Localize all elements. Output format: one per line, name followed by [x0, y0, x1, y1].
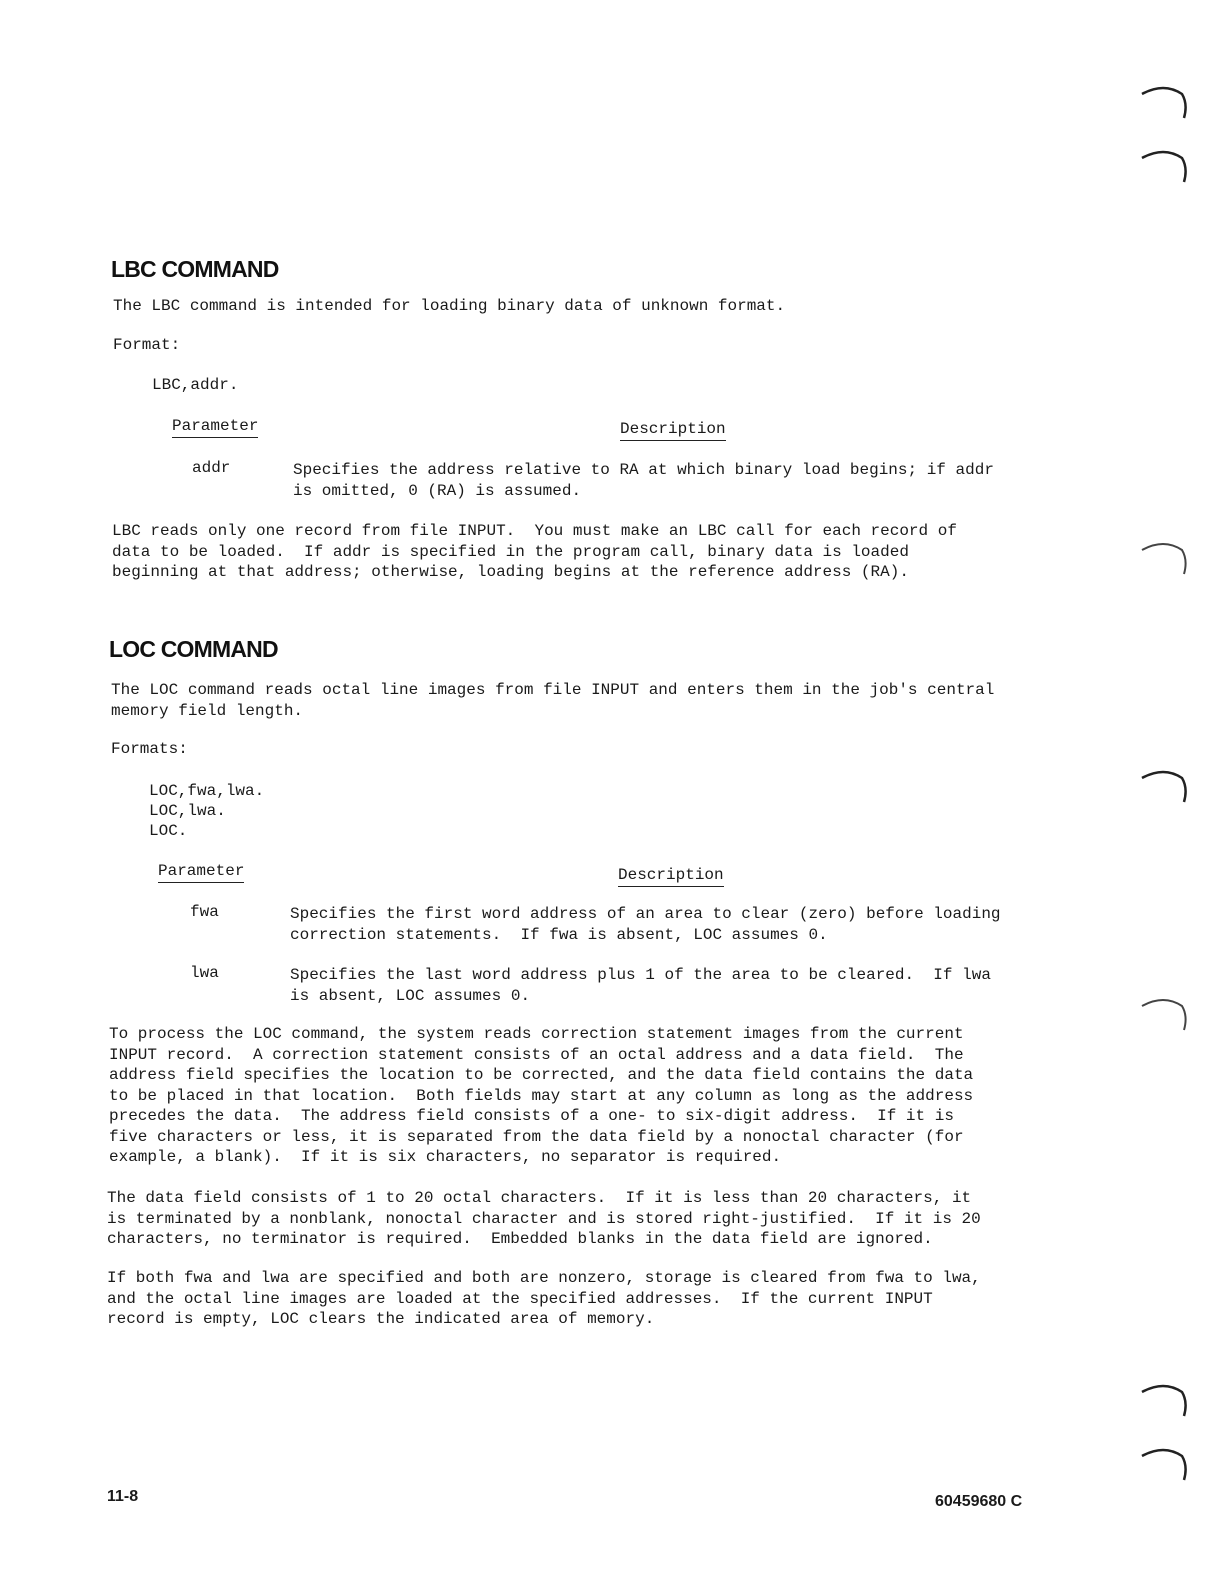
- binder-hole-mark: [1140, 538, 1190, 582]
- lbc-body: LBC reads only one record from file INPUT. You must make an LBC call for each record of data to be loaded. If addr is specified in the program call, binary data is loaded beginning at that address; otherwise, loading begins at the reference address (RA).: [112, 522, 957, 581]
- loc-format-syntax: LOC,fwa,lwa.: [149, 782, 265, 800]
- loc-description-header: Description: [618, 865, 724, 887]
- lbc-intro: The LBC command is intended for loading binary data of unknown format.: [113, 297, 786, 315]
- param-name-lwa: lwa: [190, 964, 219, 982]
- param-desc-addr: Specifies the address relative to RA at which binary load begins; if addr is omitted, 0 (RA) is assumed.: [293, 461, 994, 500]
- loc-format-syntax: LOC,lwa.: [149, 802, 226, 820]
- param-desc-lwa: Specifies the last word address plus 1 of the area to be cleared. If lwa is absent, LOC assumes 0.: [290, 966, 991, 1005]
- param-name-fwa: fwa: [190, 903, 219, 921]
- lbc-parameter-header: Parameter: [172, 416, 258, 438]
- page-number: 11-8: [107, 1488, 139, 1505]
- binder-hole-mark: [1140, 766, 1190, 810]
- lbc-format-syntax: LBC,addr.: [152, 376, 239, 394]
- binder-hole-mark: [1140, 1444, 1190, 1488]
- document-number: 60459680 C: [935, 1493, 1023, 1510]
- param-desc-fwa: Specifies the first word address of an area to clear (zero) before loading correction statements. If fwa is absent, LOC assumes 0.: [290, 905, 1001, 944]
- loc-intro: The LOC command reads octal line images from file INPUT and enters them in the job's central memory field length.: [111, 681, 995, 720]
- binder-hole-mark: [1140, 146, 1190, 190]
- lbc-format-label: Format:: [113, 336, 181, 354]
- loc-paragraph: If both fwa and lwa are specified and both are nonzero, storage is cleared from fwa to lwa, and the octal line images are loaded at the specified addresses. If the current INPUT record is empty, LOC clears the indicated area of memory.: [107, 1269, 981, 1328]
- lbc-description-header: Description: [620, 419, 726, 441]
- loc-paragraph: The data field consists of 1 to 20 octal characters. If it is less than 20 characters, it is terminated by a nonblank, nonoctal character and is stored right-justified. If it is 20 characters, no terminator is required. Embedded blanks in the data field are ignored.: [107, 1189, 981, 1248]
- param-name-addr: addr: [192, 459, 231, 477]
- loc-formats-label: Formats:: [111, 740, 188, 758]
- loc-format-syntax: LOC.: [149, 822, 188, 840]
- binder-hole-mark: [1140, 82, 1190, 126]
- loc-paragraph: To process the LOC command, the system reads correction statement images from the current INPUT record. A correction statement consists of an octal address and a data field. The address field specifies the location to be corrected, and the data field contains the data to be placed in that location. Both fields may start at any column as long as the address precedes the data. The address field consists of a one- to six-digit address. If it is five characters or less, it is separated from the data field by a nonoctal character (for example, a blank). If it is six characters, no separator is required.: [109, 1025, 974, 1166]
- binder-hole-mark: [1140, 1380, 1190, 1424]
- loc-parameter-header: Parameter: [158, 861, 244, 883]
- binder-hole-mark: [1140, 994, 1190, 1038]
- loc-heading: LOC COMMAND: [109, 636, 278, 662]
- lbc-heading: LBC COMMAND: [111, 256, 279, 282]
